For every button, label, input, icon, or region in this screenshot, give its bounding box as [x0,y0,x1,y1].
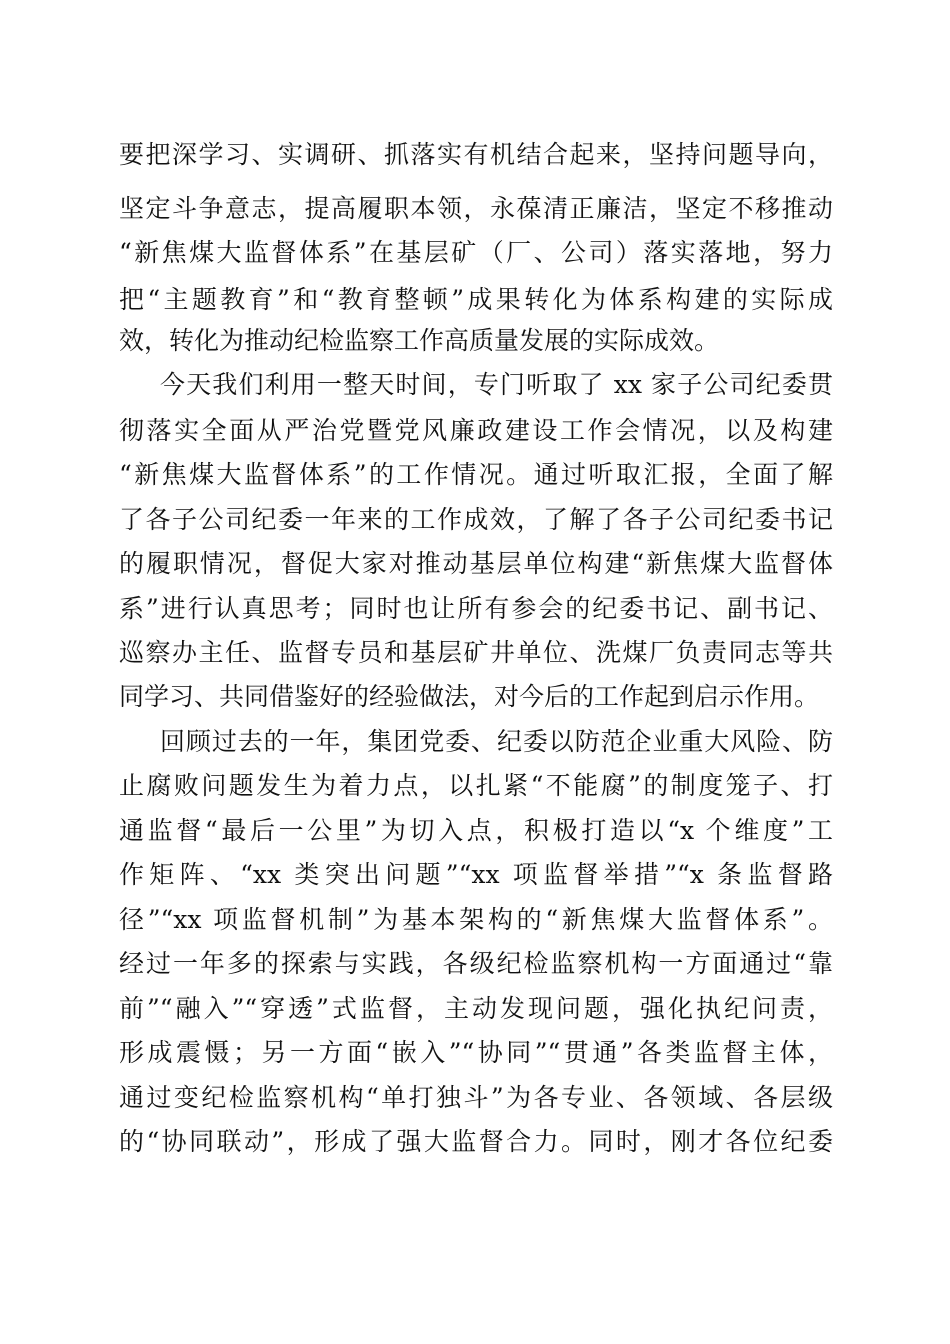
text-line: 经过一年多的探索与实践，各级纪检监察机构一方面通过“靠 [119,949,833,978]
text-line: 形成震慑；另一方面“嵌入”“协同”“贯通”各类监督主体， [119,1038,833,1067]
text-line: 回顾过去的一年，集团党委、纪委以防范企业重大风险、防 [160,727,833,756]
text-line: “新焦煤大监督体系”在基层矿（厂、公司）落实落地，努力 [119,238,833,267]
text-line: 通过变纪检监察机构“单打独斗”为各专业、各领域、各层级 [119,1083,833,1112]
text-line: 的“协同联动”，形成了强大监督合力。同时，刚才各位纪委 [119,1127,833,1156]
text-line: 系”进行认真思考；同时也让所有参会的纪委书记、副书记、 [119,594,833,623]
text-line: 要把深学习、实调研、抓落实有机结合起来，坚持问题导向， [119,140,833,169]
text-line: 效，转化为推动纪检监察工作高质量发展的实际成效。 [119,326,720,355]
text-line: 巡察办主任、监督专员和基层矿井单位、洗煤厂负责同志等共 [119,638,833,667]
text-line: 的履职情况，督促大家对推动基层单位构建“新焦煤大监督体 [119,549,833,578]
text-line: 作矩阵、“xx 类突出问题”“xx 项监督举措”“x 条监督路 [119,860,833,889]
text-line: 通监督“最后一公里”为切入点，积极打造以“x 个维度”工 [119,816,833,845]
text-line: 坚定斗争意志，提高履职本领，永葆清正廉洁，坚定不移推动 [119,194,833,223]
text-line: 彻落实全面从严治党暨党风廉政建设工作会情况，以及构建 [119,416,833,445]
text-line: 今天我们利用一整天时间，专门听取了 xx 家子公司纪委贯 [160,370,833,399]
text-line: 了各子公司纪委一年来的工作成效，了解了各子公司纪委书记 [119,505,833,534]
text-line: 把“主题教育”和“教育整顿”成果转化为体系构建的实际成 [119,285,833,314]
text-line: 径”“xx 项监督机制”为基本架构的“新焦煤大监督体系”。 [119,905,833,934]
text-line: 同学习、共同借鉴好的经验做法，对今后的工作起到启示作用。 [119,682,820,711]
text-line: 前”“融入”“穿透”式监督，主动发现问题，强化执纪问责， [119,994,833,1023]
text-line: 止腐败问题发生为着力点，以扎紧“不能腐”的制度笼子、打 [119,771,833,800]
text-line: “新焦煤大监督体系”的工作情况。通过听取汇报，全面了解 [119,460,833,489]
